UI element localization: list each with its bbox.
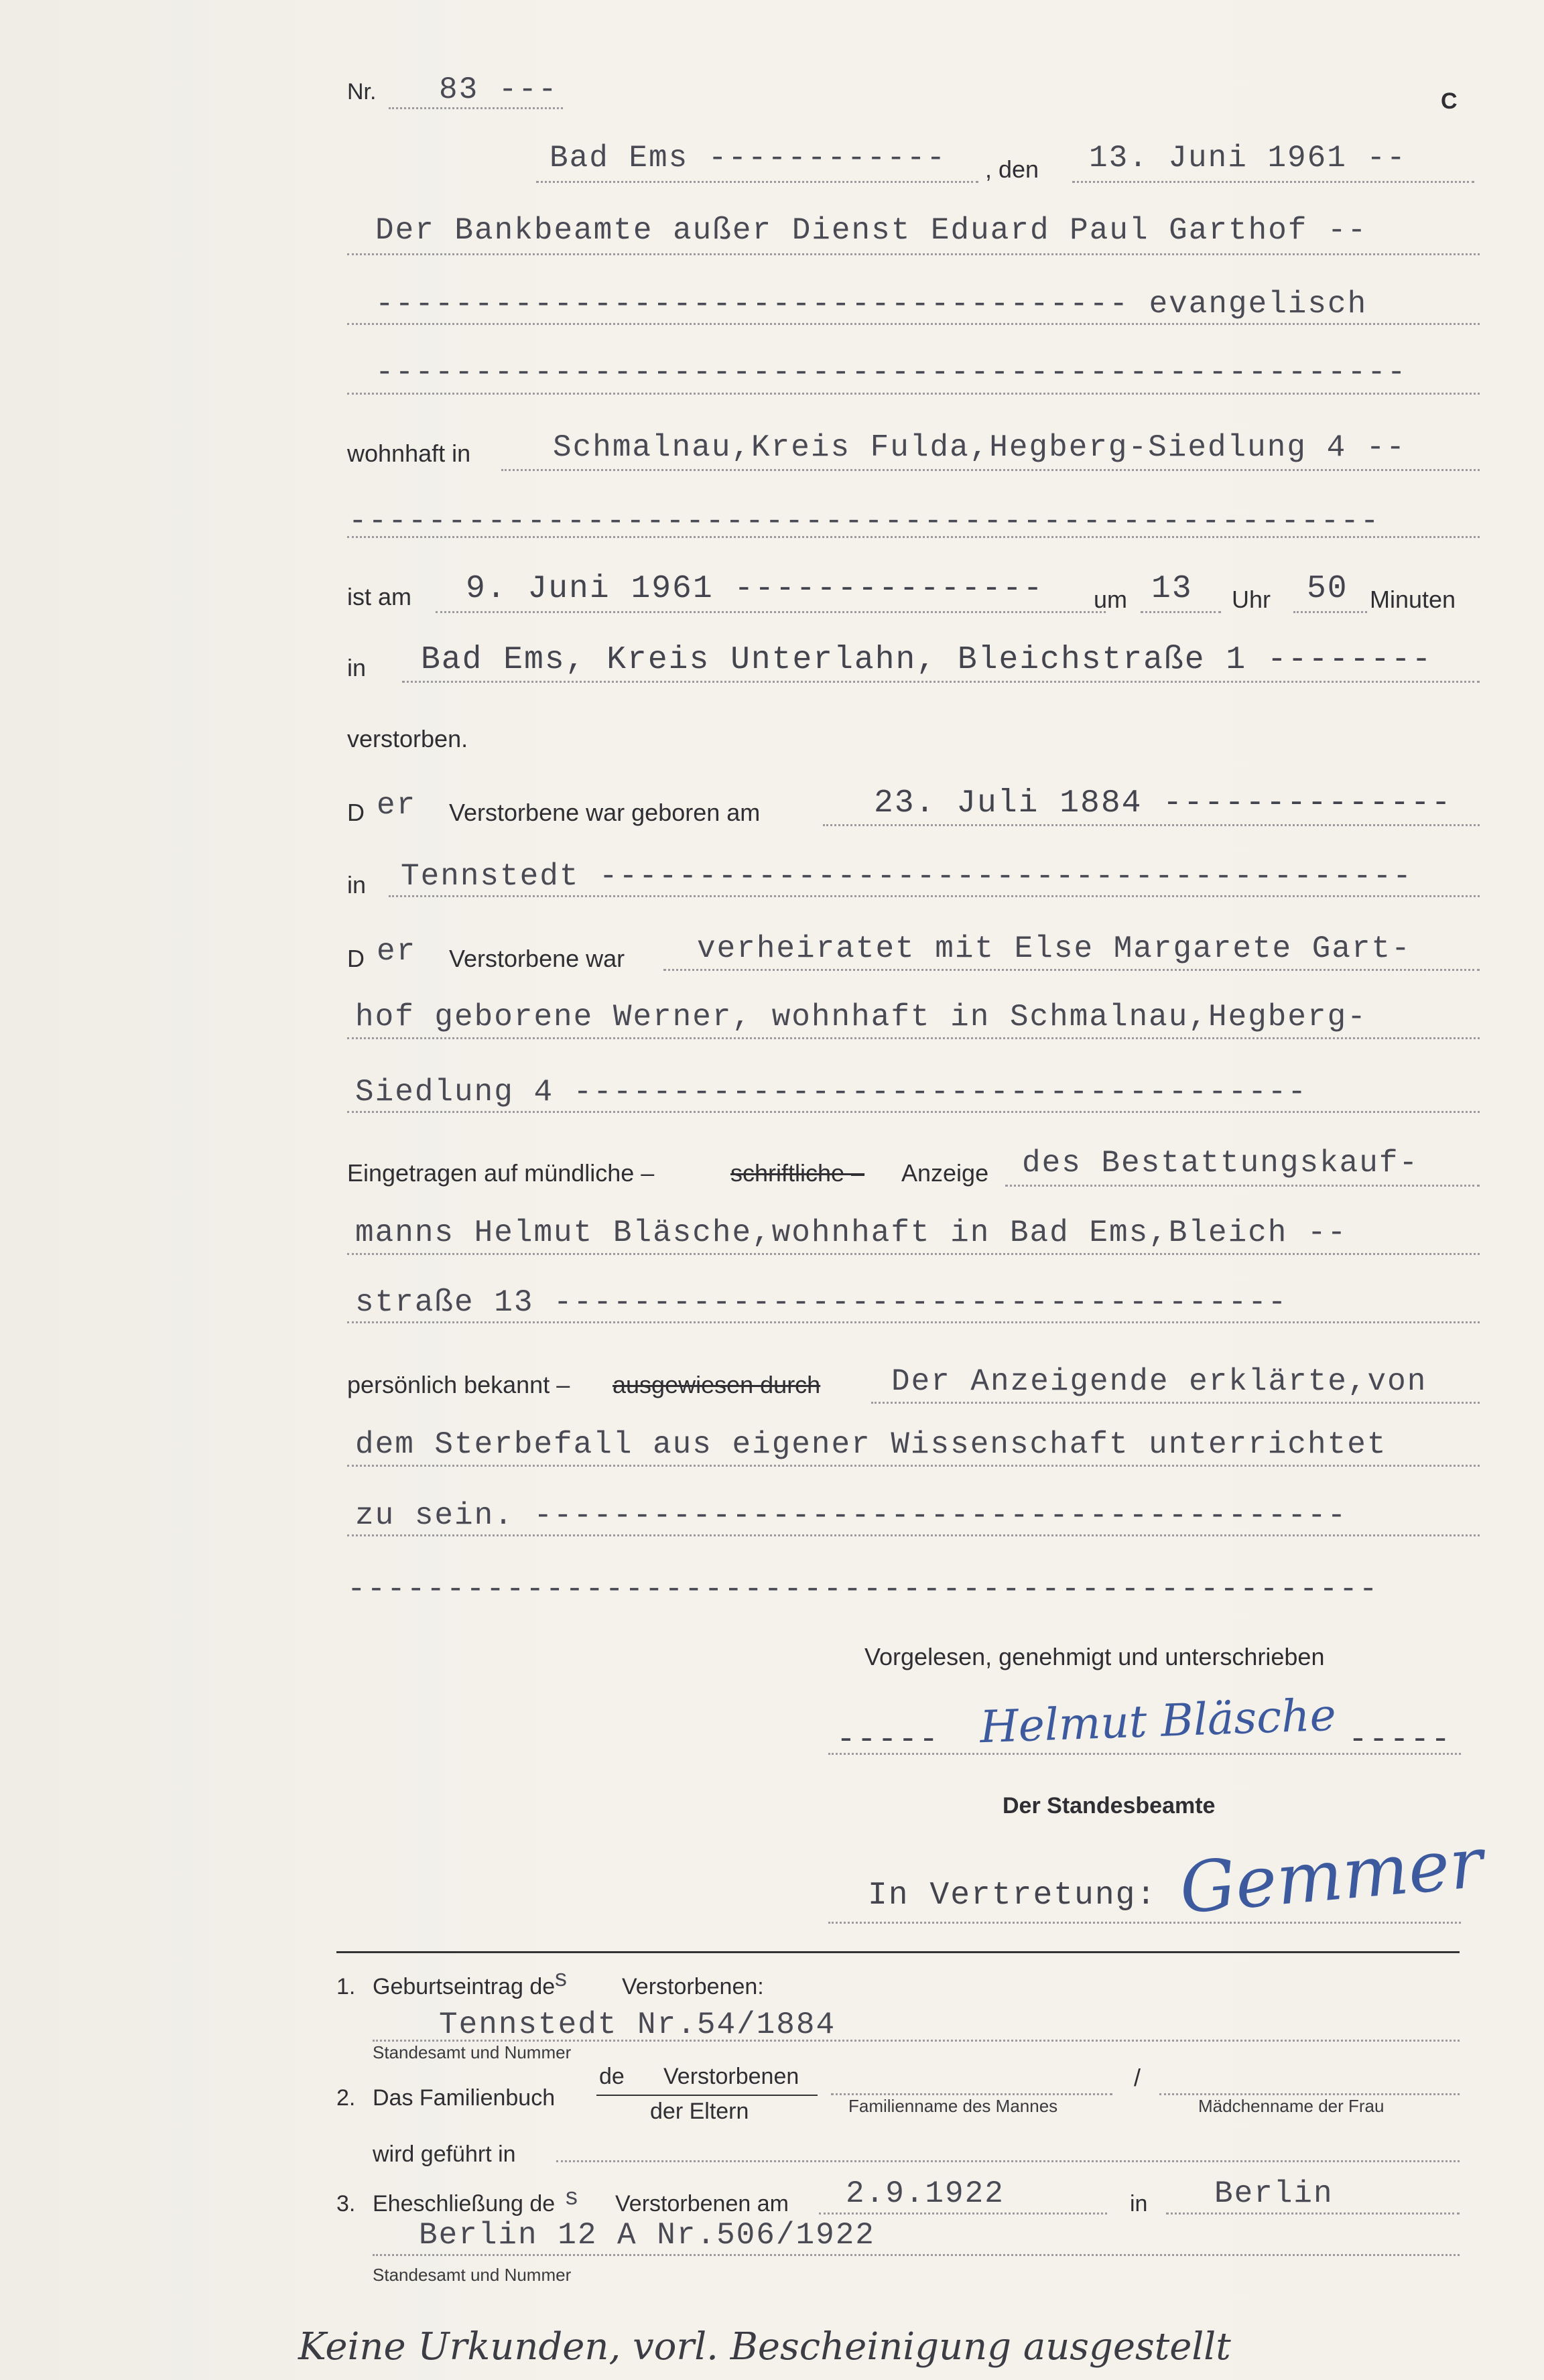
ist-am-label: ist am — [347, 583, 412, 610]
registration-label-struck: schriftliche – — [730, 1159, 865, 1187]
birth-date: 23. Juli 1884 -------------- — [874, 785, 1452, 821]
dotted-line — [347, 1465, 1480, 1467]
um-label: um — [1094, 586, 1128, 613]
person-line-1: Der Bankbeamte außer Dienst Eduard Paul Garthof -- — [375, 213, 1368, 248]
in-vertretung-label: In Vertretung: — [868, 1877, 1157, 1914]
dotted-line — [373, 2254, 1460, 2256]
verstorben-label: verstorben. — [347, 725, 468, 752]
den-label: , den — [985, 155, 1039, 183]
identity-label-struck: ausgewiesen durch — [613, 1371, 821, 1398]
margin-note: Keine Urkunden, vorl. Bescheinigung ausgestellt — [298, 2325, 1231, 2369]
dotted-line — [663, 969, 1480, 971]
dotted-line — [823, 824, 1480, 826]
footer-item3-value: Berlin 12 A Nr.506/1922 — [419, 2218, 875, 2253]
corner-letter: C — [1441, 88, 1458, 114]
nr-dotted-line — [389, 107, 563, 109]
death-minutes: 50 — [1307, 571, 1348, 607]
dotted-line — [347, 393, 1480, 395]
registrar-signature: Gemmer — [1176, 1821, 1486, 1930]
footer-item1-label-b: Verstorbenen: — [622, 1974, 764, 1999]
birth-text-label: Verstorbene war geboren am — [449, 799, 761, 826]
birth-d-label: D — [347, 799, 365, 826]
registration-line-1: des Bestattungskauf- — [1022, 1146, 1419, 1181]
dotted-line — [347, 323, 1480, 325]
dotted-line — [1072, 181, 1474, 183]
dotted-line — [347, 1037, 1480, 1039]
informant-signature: Helmut Bläsche — [978, 1689, 1337, 1754]
death-hour: 13 — [1151, 571, 1193, 607]
footer-item3-in: in — [1130, 2191, 1148, 2217]
registrar-title: Der Standesbeamte — [1003, 1793, 1216, 1819]
marital-text-label: Verstorbene war — [449, 945, 625, 972]
footer-item2-slash: / — [1134, 2064, 1141, 2091]
registration-line-2: manns Helmut Bläsche,wohnhaft in Bad Ems,Bleich -- — [355, 1215, 1348, 1250]
footer-item2-wird: wird geführt in — [373, 2141, 516, 2167]
signature-dashes-left: ----- — [836, 1722, 940, 1758]
footer-item2-verstorbenen: Verstorbenen — [663, 2064, 799, 2089]
footer-item3-caption: Standesamt und Nummer — [373, 2265, 572, 2285]
registration-label-a: Eingetragen auf mündliche – — [347, 1159, 655, 1187]
marital-line-2: hof geborene Werner, wohnhaft in Schmalnau,Hegberg- — [355, 1000, 1367, 1035]
registration-line-3: straße 13 ------------------------------------- — [355, 1285, 1288, 1320]
dotted-line — [347, 1534, 1480, 1536]
footer-item3-place: Berlin — [1214, 2176, 1334, 2211]
residence-value: Schmalnau,Kreis Fulda,Hegberg-Siedlung 4 -- — [553, 430, 1406, 465]
identity-line-4: ---------------------------------------------------- — [347, 1572, 1379, 1607]
dotted-line — [373, 2040, 1460, 2042]
footer-item2-caption-maiden: Mädchenname der Frau — [1198, 2096, 1385, 2116]
footer-item1-typed: s — [554, 1966, 570, 1993]
registry-place: Bad Ems ------------ — [550, 141, 947, 176]
dotted-line — [831, 2093, 1112, 2095]
residence-label: wohnhaft in — [347, 440, 471, 467]
footer-rule — [336, 1951, 1460, 1953]
read-approved-label: Vorgelesen, genehmigt und unterschrieben — [864, 1643, 1325, 1670]
registry-date: 13. Juni 1961 -- — [1089, 141, 1407, 176]
dotted-line — [347, 253, 1480, 255]
dotted-line — [1005, 1185, 1480, 1187]
footer-item1-value: Tennstedt Nr.54/1884 — [439, 2007, 836, 2042]
minuten-label: Minuten — [1370, 586, 1456, 613]
registration-label-b: Anzeige — [901, 1159, 989, 1187]
birth-in-label: in — [347, 871, 367, 899]
footer-item2-caption-family: Familienname des Mannes — [848, 2096, 1058, 2116]
residence-line-2: ---------------------------------------------------- — [348, 504, 1380, 539]
dotted-line — [1293, 611, 1367, 613]
footer-item2-label: Das Familienbuch — [373, 2085, 556, 2111]
footer-item3-label-b: Verstorbenen am — [615, 2191, 789, 2217]
dotted-line — [819, 2212, 1107, 2214]
dotted-line — [828, 1753, 1461, 1755]
marital-d-label: D — [347, 945, 365, 972]
footer-item2-de: de — [599, 2064, 625, 2089]
dotted-line — [501, 469, 1480, 471]
birth-gender-typed: er — [377, 788, 417, 823]
identity-label-a: persönlich bekannt – — [347, 1371, 570, 1398]
death-date: 9. Juni 1961 --------------- — [466, 571, 1044, 607]
uhr-label: Uhr — [1232, 586, 1271, 613]
footer-item3-num: 3. — [336, 2191, 356, 2217]
dotted-line — [347, 1111, 1480, 1113]
dotted-line — [828, 1922, 1461, 1924]
identity-line-3: zu sein. ----------------------------------------- — [355, 1498, 1348, 1533]
footer-item3-typed: s — [564, 2184, 580, 2212]
identity-line-1: Der Anzeigende erklärte,von — [891, 1364, 1427, 1399]
nr-label: Nr. — [347, 79, 377, 105]
footer-item1-caption: Standesamt und Nummer — [373, 2042, 572, 2062]
dotted-line — [347, 1321, 1480, 1323]
footer-item3-label-a: Eheschließung de — [373, 2191, 556, 2217]
dotted-line — [1166, 2212, 1460, 2214]
dotted-line — [1141, 611, 1221, 613]
dotted-line — [389, 895, 1480, 897]
marital-line-1: verheiratet mit Else Margarete Gart- — [697, 931, 1411, 966]
person-line-2: -------------------------------------- evangelisch — [375, 287, 1368, 322]
birth-place: Tennstedt ----------------------------------------- — [401, 859, 1413, 894]
identity-line-2: dem Sterbefall aus eigener Wissenschaft unterrichtet — [355, 1427, 1387, 1462]
footer-item1-label-a: Geburtseintrag de — [373, 1974, 556, 1999]
person-line-3: ---------------------------------------------------- — [375, 355, 1407, 390]
dotted-line — [556, 2160, 1460, 2162]
death-in-label: in — [347, 654, 367, 681]
footer-item2-fraction-line — [596, 2095, 818, 2096]
footer-item1-num: 1. — [336, 1974, 356, 1999]
footer-item2-eltern: der Eltern — [650, 2099, 749, 2124]
marital-line-3: Siedlung 4 ------------------------------------- — [355, 1075, 1308, 1110]
signature-dashes-right: ----- — [1348, 1722, 1452, 1758]
death-place: Bad Ems, Kreis Unterlahn, Bleichstraße 1 -------- — [421, 642, 1433, 678]
footer-item2-num: 2. — [336, 2085, 356, 2111]
dotted-line — [536, 181, 978, 183]
nr-value: 83 --- — [439, 72, 558, 107]
marital-gender-typed: er — [377, 934, 417, 969]
dotted-line — [436, 611, 1106, 613]
dotted-line — [402, 681, 1480, 683]
footer-item3-date: 2.9.1922 — [846, 2176, 1005, 2211]
dotted-line — [871, 1402, 1480, 1404]
dotted-line — [1159, 2093, 1460, 2095]
dotted-line — [347, 536, 1480, 538]
dotted-line — [347, 1253, 1480, 1255]
